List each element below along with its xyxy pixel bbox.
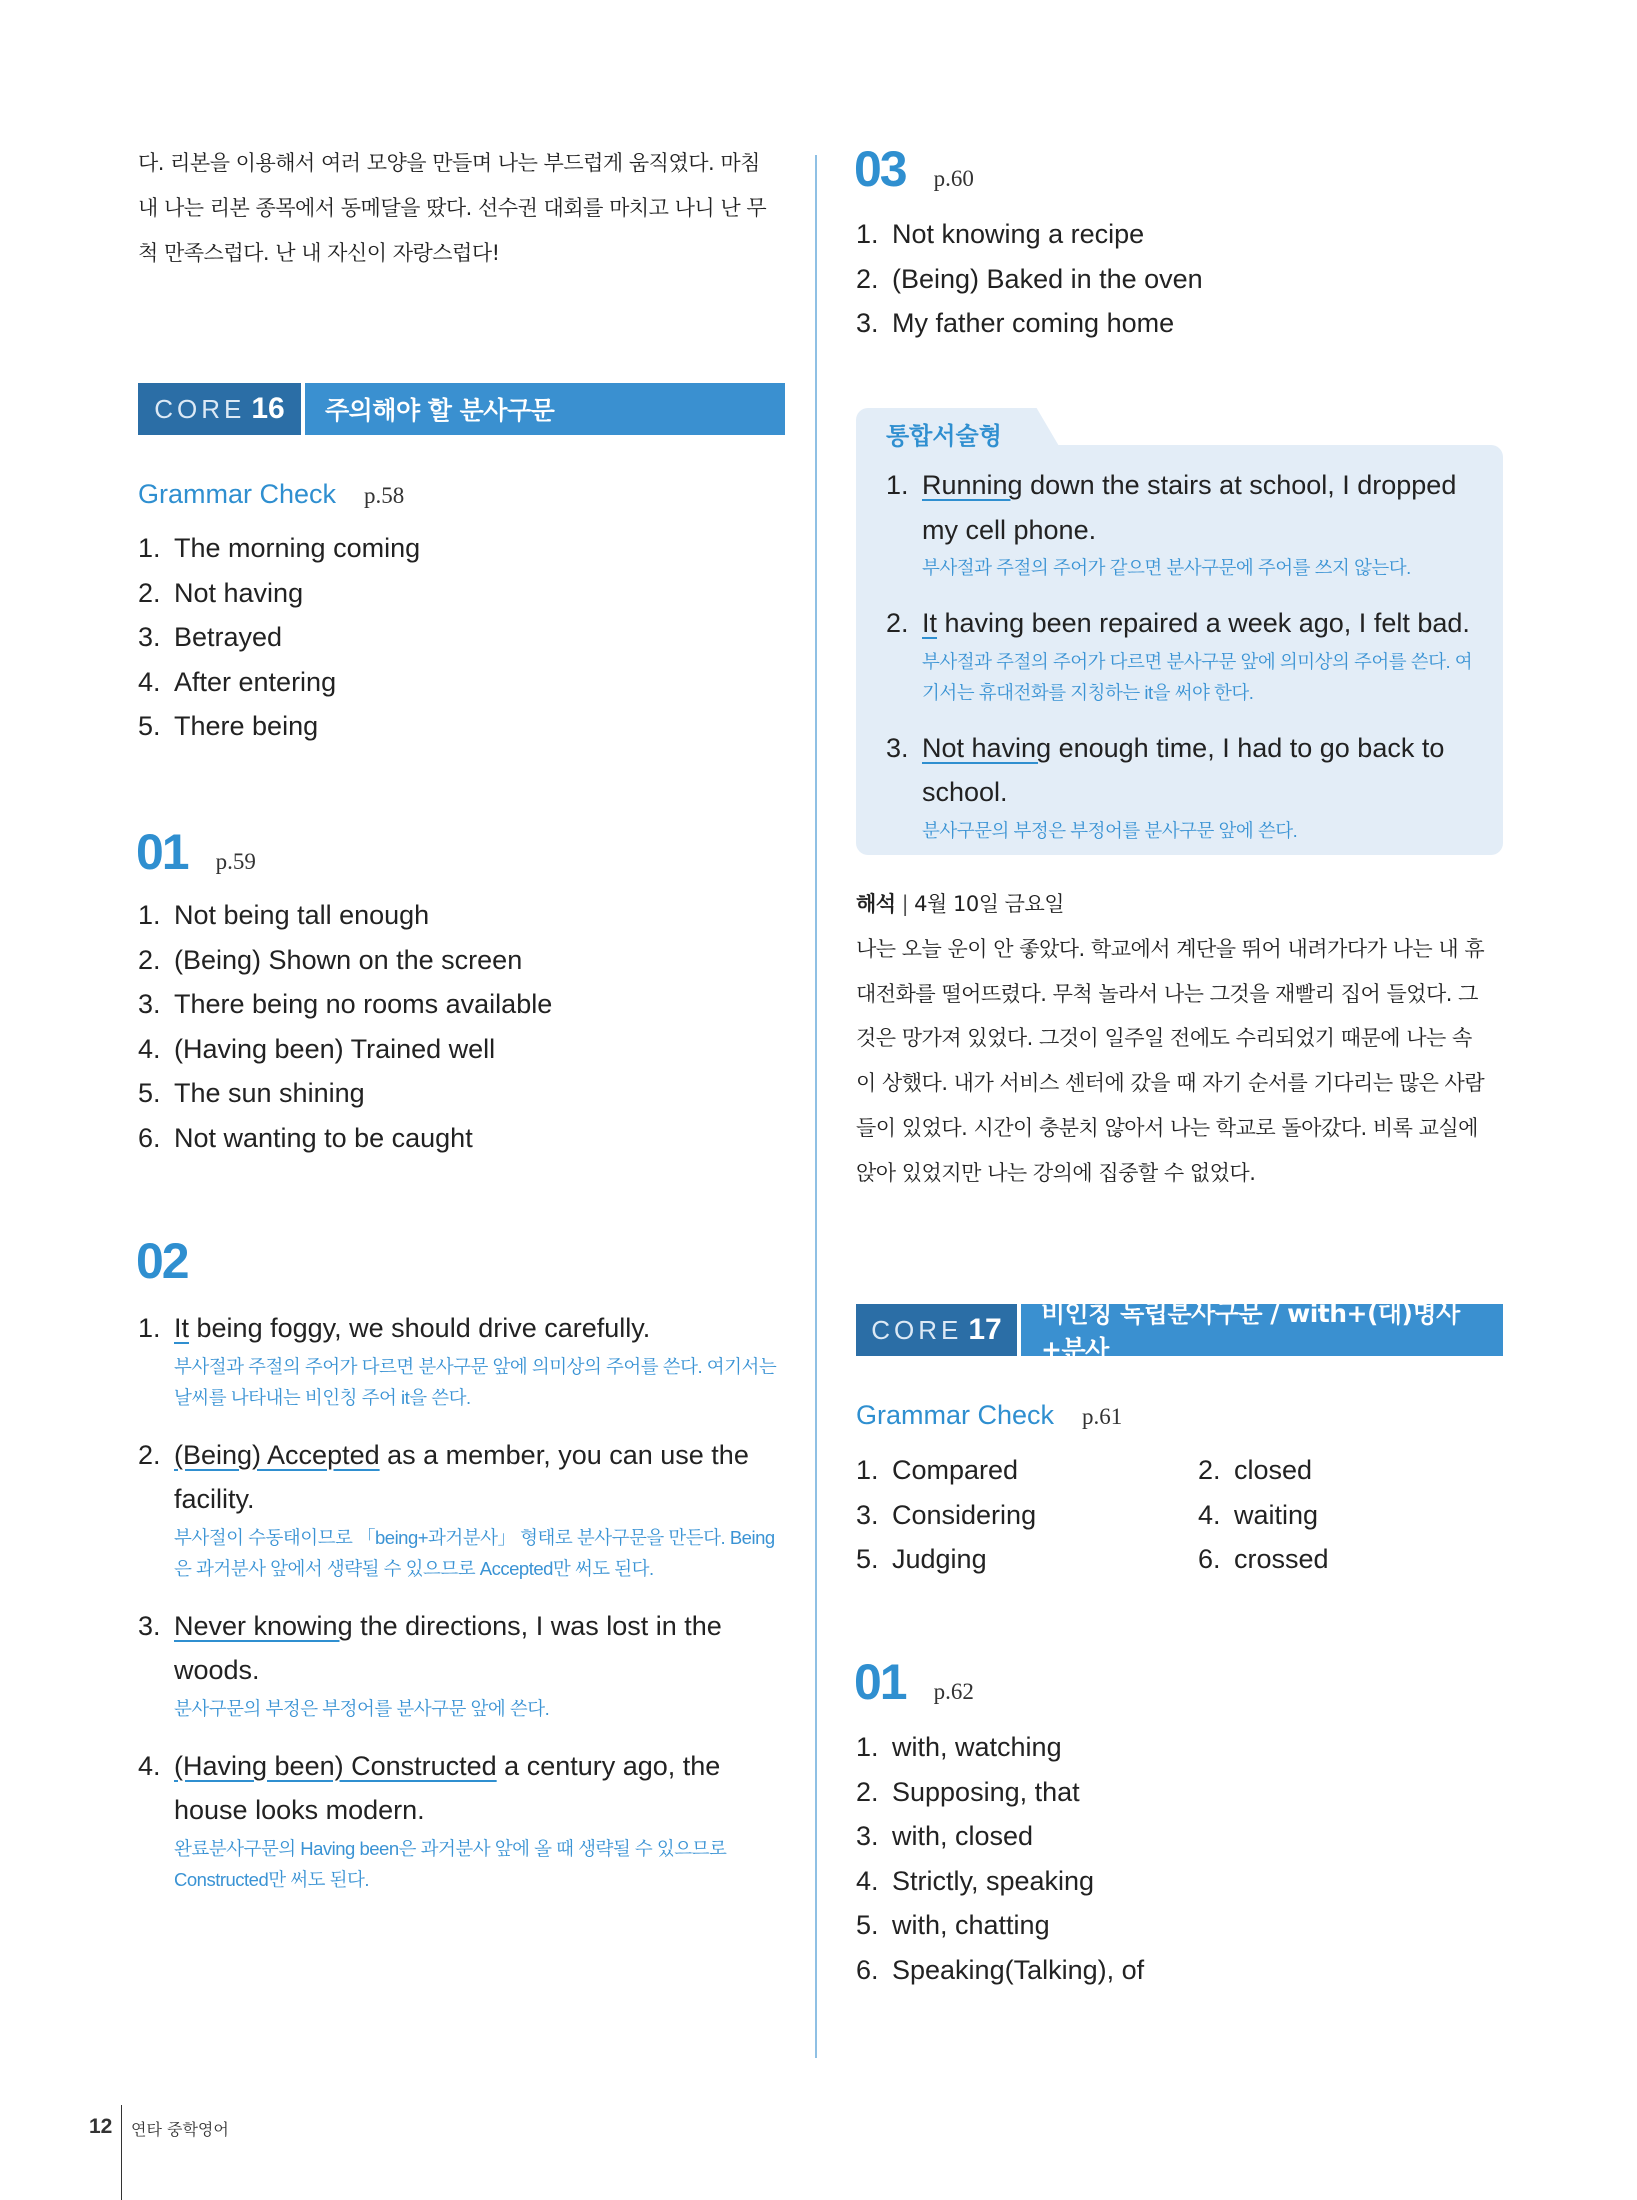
grammar-check-heading [856, 1400, 1122, 1431]
list-item [856, 1493, 1198, 1538]
item-number: 2. [856, 1776, 879, 1807]
item-text: Not wanting to be caught [174, 1122, 473, 1153]
answer-sentence [886, 726, 1486, 815]
list-item [856, 1814, 1496, 1859]
underlined-answer: It [174, 1313, 190, 1343]
item-number: 2. [886, 608, 909, 638]
page-number: 12 [89, 2115, 113, 2138]
intro-paragraph [138, 141, 798, 276]
item-number: 3. [138, 622, 161, 652]
list-item [856, 212, 1496, 257]
section-03-heading [854, 140, 974, 198]
answer-item [886, 601, 1486, 708]
core-label: CORE [154, 393, 246, 424]
list-item [856, 1859, 1496, 1904]
item-number: 3. [856, 1499, 879, 1530]
item-number: 2. [138, 944, 161, 975]
list-item [138, 1071, 778, 1116]
list-item [1198, 1448, 1498, 1493]
answer-sentence [886, 601, 1486, 646]
list-item [138, 660, 778, 705]
page-ref: p.60 [933, 166, 974, 191]
sentence-rest: a century ago, the house looks modern. [174, 1750, 721, 1825]
item-number: 1. [138, 900, 161, 930]
item-text: The morning coming [174, 533, 421, 563]
item-number: 6. [856, 1954, 879, 1985]
item-text: Compared [892, 1455, 1019, 1485]
item-text: with, chatting [892, 1910, 1050, 1940]
item-number: 1. [138, 1313, 161, 1343]
sentence-rest: the directions, I was lost in the woods. [174, 1610, 722, 1685]
explanation-note: 부사절과 주절의 주어가 같으면 분사구문에 주어를 쓰지 않는다. [922, 557, 1411, 578]
translation-line: 들이 있었다. 시간이 충분치 않아서 나는 학교로 돌아갔다. 비록 교실에 [856, 1115, 1478, 1140]
section-01-heading [854, 1653, 974, 1711]
item-number: 1. [886, 470, 909, 500]
list-item [138, 982, 778, 1027]
translation: 해석 | 4월 10일 금요일 나는 오늘 운이 안 좋았다. 학교에서 계단을 뛰어 내려가다가 나는 내 휴 대전화를 떨어뜨렸다. 무척 놀라서 나는 그것을 재빨리 집어 들었다. 그 것은 망가져 있었다. 그것이 일주일 전에도 수리되었기 때문에 나는 속 이 상했다. 내가 서비스 센터에 갔을 때 자기 순서를 기다리는 많은 사람 들이 있었다. 시간이 충분치 않아서 나는 학교로 돌아갔다. 비록 교실에 앉아 있었지만 나는 강의에 집중할 수 없었다. [856, 882, 1516, 1196]
grammar-check-title: Grammar Check [138, 479, 337, 509]
list-item [138, 1116, 778, 1161]
list-item [856, 1448, 1198, 1493]
grammar-check-title: Grammar Check [856, 1400, 1055, 1430]
underlined-answer: Not having [922, 732, 1052, 763]
sentence-rest: down the stairs at school, I dropped my cell phone. [922, 470, 1457, 545]
underlined-answer: Never knowing [174, 1610, 353, 1641]
translation-date: 4월 10일 금요일 [914, 892, 1065, 916]
explanation-note: 완료분사구문의 Having been은 과거분사 앞에 올 때 생략될 수 있으므로 Constructed만 써도 된다. [174, 1837, 727, 1890]
item-number: 2. [138, 577, 161, 608]
item-text [174, 1306, 788, 1351]
item-number: 2. [856, 263, 879, 294]
list-item [138, 893, 778, 938]
section-02-heading [136, 1232, 188, 1290]
core-title: 주의해야 할 분사구문 [305, 383, 785, 435]
page-ref: p.61 [1082, 1404, 1123, 1429]
answer-item [138, 1604, 788, 1724]
item-number: 1. [856, 219, 879, 249]
answer-sentence [886, 463, 1486, 552]
core17-header [856, 1299, 1503, 1364]
item-number: 5. [856, 1910, 879, 1940]
item-text: Supposing, that [892, 1776, 1080, 1807]
item-text: Betrayed [174, 622, 283, 652]
integrated-list [886, 463, 1486, 864]
explanation-note: 부사절이 수동태이므로 「being+과거분사」 형태로 분사구문을 만든다. Being은 과거분사 앞에서 생략될 수 있으므로 Accepted만 써도 된다. [174, 1526, 775, 1579]
section-number: 03 [854, 141, 906, 197]
item-text: (Being) Shown on the screen [174, 944, 523, 975]
integrated-title: 통합서술형 [886, 422, 1002, 450]
item-text: Not knowing a recipe [892, 219, 1145, 249]
underlined-answer: It [922, 608, 938, 638]
core-title: 비인칭 독립분사구문 / with+(대)명사+분사 [1021, 1304, 1503, 1356]
translation-label: 해석 [856, 892, 896, 916]
answer-item [138, 1433, 788, 1584]
item-text: (Being) Baked in the oven [892, 263, 1203, 294]
item-text: waiting [1234, 1499, 1319, 1530]
item-number: 2. [138, 1439, 161, 1470]
item-text: Not having [174, 577, 304, 608]
page-ref: p.62 [933, 1679, 974, 1704]
answer-sentence [138, 1433, 788, 1522]
item-text: Strictly, speaking [892, 1865, 1095, 1896]
item-text [174, 1604, 788, 1693]
underlined-answer: (Being) Accepted [174, 1439, 380, 1470]
item-number: 1. [856, 1732, 879, 1762]
item-text: The sun shining [174, 1078, 365, 1108]
item-number: 1. [138, 533, 161, 563]
item-number: 3. [856, 1821, 879, 1851]
underlined-answer: Running [922, 470, 1023, 500]
section-01-heading [136, 823, 256, 881]
grammar-check-heading [138, 479, 404, 510]
sentence-rest: having been repaired a week ago, I felt bad. [937, 608, 1470, 638]
section-number: 01 [136, 824, 188, 880]
answer-item [886, 726, 1486, 846]
section-number: 02 [136, 1233, 188, 1289]
item-text [174, 1744, 788, 1833]
item-number: 4. [138, 1033, 161, 1064]
item-number: 4. [138, 1750, 161, 1781]
page-ref: p.58 [364, 483, 405, 508]
translation-line: 이 상했다. 내가 서비스 센터에 갔을 때 자기 순서를 기다리는 많은 사람 [856, 1071, 1485, 1096]
answer-sentence [138, 1744, 788, 1833]
item-number: 5. [856, 1544, 879, 1574]
list-item [856, 1725, 1496, 1770]
item-number: 5. [138, 1078, 161, 1108]
explanation-note: 부사절과 주절의 주어가 다르면 분사구문 앞에 의미상의 주어를 쓴다. 여기서는 날씨를 나타내는 비인칭 주어 it을 쓴다. [174, 1355, 777, 1408]
item-text: with, watching [892, 1732, 1062, 1762]
translation-line: 대전화를 떨어뜨렸다. 무척 놀라서 나는 그것을 재빨리 집어 들었다. 그 [856, 981, 1478, 1006]
item-number: 6. [138, 1122, 161, 1153]
item-text: Considering [892, 1499, 1037, 1530]
sentence-rest: being foggy, we should drive carefully. [189, 1313, 651, 1343]
list-item [138, 526, 778, 571]
list-item [138, 938, 778, 983]
item-number: 3. [886, 732, 909, 763]
item-number: 4. [1198, 1499, 1221, 1530]
item-text: (Having been) Trained well [174, 1033, 496, 1064]
list-item [856, 1770, 1496, 1815]
core16-header [138, 383, 785, 435]
item-number: 1. [856, 1455, 879, 1485]
item-number: 2. [1198, 1455, 1221, 1485]
answer-sentence [138, 1306, 788, 1351]
underlined-answer: (Having been) Constructed [174, 1750, 497, 1781]
core-label: CORE [871, 1314, 963, 1345]
list-item [856, 1948, 1496, 1993]
translation-line: 앉아 있었지만 나는 강의에 집중할 수 없었다. [856, 1160, 1256, 1185]
item-text: crossed [1234, 1544, 1329, 1574]
translation-line: 것은 망가져 있었다. 그것이 일주일 전에도 수리되었기 때문에 나는 속 [856, 1026, 1472, 1051]
core-number: 17 [968, 1313, 1002, 1346]
sentence-rest: enough time, I had to go back to school. [922, 732, 1445, 807]
intro-line: 다. 리본을 이용해서 여러 모양을 만들며 나는 부드럽게 움직였다. 마침 [138, 151, 760, 175]
list-item [856, 1537, 1198, 1582]
list-item [856, 257, 1496, 302]
explanation-note: 부사절과 주절의 주어가 다르면 분사구문 앞에 의미상의 주어를 쓴다. 여기서는 휴대전화를 지칭하는 it을 써야 한다. [922, 650, 1473, 703]
item-number: 3. [138, 1610, 161, 1641]
answer-sentence [138, 1604, 788, 1693]
book-title: 연타 중학영어 [131, 2120, 229, 2139]
core-number: 16 [251, 392, 285, 425]
item-text: Judging [892, 1544, 987, 1574]
list-item [856, 301, 1496, 346]
item-text [922, 726, 1486, 815]
list-item [1198, 1493, 1498, 1538]
column-divider [815, 155, 817, 2058]
explanation-note: 분사구문의 부정은 부정어를 분사구문 앞에 쓴다. [922, 819, 1298, 841]
list-item [138, 1027, 778, 1072]
list-item [1198, 1537, 1498, 1582]
explanation-note: 분사구문의 부정은 부정어를 분사구문 앞에 쓴다. [174, 1697, 550, 1719]
item-text: Speaking(Talking), of [892, 1954, 1145, 1985]
list-item [138, 615, 778, 660]
item-text [174, 1433, 788, 1522]
answer-item [886, 463, 1486, 583]
item-text: closed [1234, 1455, 1313, 1485]
grammar-check-list [138, 526, 778, 749]
item-number: 4. [138, 666, 161, 697]
grammar-check-list [856, 1448, 1516, 1582]
item-number: 6. [1198, 1544, 1221, 1574]
intro-line: 척 만족스럽다. 난 내 자신이 자랑스럽다! [138, 241, 500, 265]
item-text: There being [174, 711, 319, 741]
sentence-rest: as a member, you can use the facility. [174, 1439, 749, 1514]
footer-rule [121, 2105, 122, 2200]
section-02-list [138, 1306, 788, 1915]
item-number: 3. [856, 308, 879, 338]
answer-item [138, 1744, 788, 1895]
section-01-list [856, 1725, 1496, 1992]
section-number: 01 [854, 1654, 906, 1710]
list-item [138, 571, 778, 616]
list-item [856, 1903, 1496, 1948]
item-number: 4. [856, 1865, 879, 1896]
section-03-list [856, 212, 1496, 346]
item-text [922, 463, 1486, 552]
page-ref: p.59 [215, 849, 256, 874]
item-text: Not being tall enough [174, 900, 430, 930]
section-01-list [138, 893, 778, 1160]
translation-line: 나는 오늘 운이 안 좋았다. 학교에서 계단을 뛰어 내려가다가 나는 내 휴 [856, 936, 1485, 961]
item-text: After entering [174, 666, 337, 697]
answer-item [138, 1306, 788, 1413]
item-number: 3. [138, 989, 161, 1019]
item-text: with, closed [892, 1821, 1034, 1851]
item-text: There being no rooms available [174, 989, 553, 1019]
item-text [922, 601, 1486, 646]
item-text: My father coming home [892, 308, 1175, 338]
intro-line: 내 나는 리본 종목에서 동메달을 땄다. 선수권 대회를 마치고 나니 난 무 [138, 196, 767, 220]
list-item [138, 704, 778, 749]
item-number: 5. [138, 711, 161, 741]
